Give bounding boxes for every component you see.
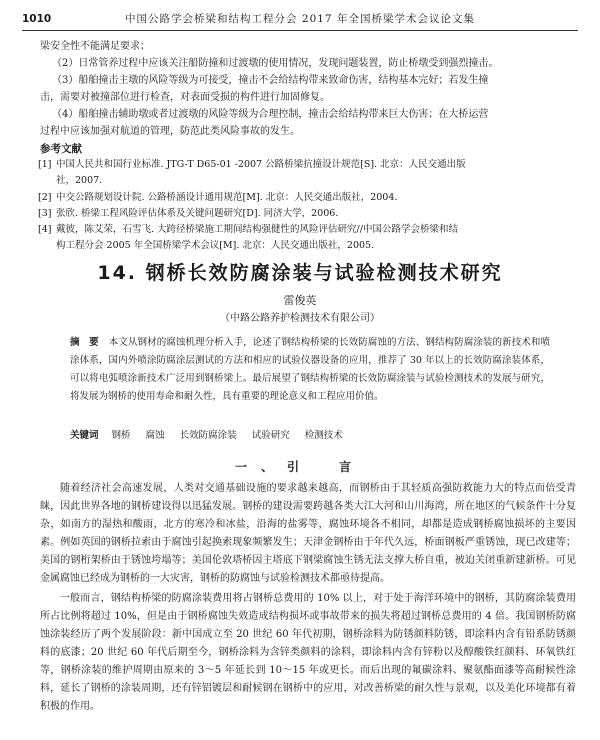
abstract [70, 334, 550, 406]
reference-item [38, 157, 576, 189]
reference-text: 中交公路规划设计院. 公路桥涵设计通用规范[M]. 北京：人民交通出版社，2004. [56, 192, 398, 203]
prev-article-fragment: 梁安全性不能满足要求； [40, 41, 150, 52]
prev-article-item-3-cont: 击，需要对被撞部位进行检查，对表面受损的构件进行加固修复。 [40, 92, 330, 103]
keyword: 腐蚀 [145, 430, 165, 441]
reference-text-cont: 构工程分会 2005 年全国桥梁学术会议[M]. 北京：人民交通出版社，2005. [56, 240, 375, 251]
article-author: 雷俊英 [283, 294, 317, 307]
reference-item [38, 190, 576, 206]
keywords-label: 关键词 [70, 430, 99, 441]
keyword: 试验研究 [251, 430, 290, 441]
reference-item [38, 206, 576, 222]
prev-article-item-4: （4）船舶撞击辅助墩或者过渡墩的风险等级为合理控制，撞击会给结构带来巨大伤害；在大桥运营 [52, 109, 489, 120]
reference-number: [4] [38, 224, 52, 235]
reference-text: 张欣. 桥梁工程风险评估体系及关键问题研究[D]. 同济大学，2006. [56, 208, 339, 219]
reference-text: 戴彼，陈艾荣，石雪飞. 大跨径桥梁施工期间结构强健性的风险评估研究//中国公路学会桥梁和结 [56, 224, 458, 235]
prev-article-item-2: （2）日常管养过程中应该关注船防撞和过渡墩的使用情况，发现问题装置，防止桥墩受到强烈撞击。 [52, 58, 499, 69]
references-heading: 参考文献 [40, 143, 82, 155]
keyword: 长效防腐涂装 [179, 430, 237, 441]
page-number: 1010 [22, 13, 52, 25]
keyword: 检测技术 [304, 430, 343, 441]
abstract-text: 本文从钢材的腐蚀机理分析入手，论述了钢结构桥梁的长效防腐蚀的方法、钢结构防腐涂装的新技术和喷涂体系，国内外喷涂防腐涂层测试的方法和相应的试验仪器设备的应用，推荐了 30 年以上的长效防腐涂装体系，可以将电弧喷涂新技术广泛用到钢桥梁上。最后展望了钢结构桥梁的长效防腐涂装与试验检测技术的发展与研究，将发展为钢桥的使用寿命和耐久性，具有重要的理论意义和工程应用价值。 [70, 337, 550, 402]
section-heading: 一、引 言 [234, 460, 365, 474]
body-paragraph-1: 随着经济社会高速发展，人类对交通基础设施的要求越来越高，而钢桥由于其轻质高强防救能力大的特点而倍受青睐，因此世界各地的钢桥建设得以迅猛发展。钢桥的建设需要跨越各类大江大河和山川海湾，所在地区的气候条件十分复杂，如南方的湿热和酸雨，北方的寒冷和冰盐，沿海的盐雾等，腐蚀环境各不相同，却都是造成钢桥腐蚀损坏的主要因素。例如英国的钢桥拉索由于腐蚀引起换索现象频繁发生；天津金钢桥由于年代久远，桥面钢板严重锈蚀，现已改建等；美国的钢桁架桥由于锈蚀垮塌等；美国伦敦塔桥因主塔底下钢梁腐蚀生锈无法支撑大桥自重，被迫关闭重新建新桥。可见金属腐蚀已经成为钢桥的一大灾害，钢桥的防腐蚀与试验检测技术都亟待提高。 [40, 483, 576, 584]
reference-number: [2] [38, 192, 52, 203]
reference-text-cont: 社，2007. [56, 175, 103, 186]
article-title: 14. 钢桥长效防腐涂装与试验检测技术研究 [97, 262, 503, 284]
running-title: 中国公路学会桥梁和结构工程分会 2017 年全国桥梁学术会议论文集 [125, 13, 475, 25]
prev-article-item-3: （3）船舶撞击主墩的风险等级为可接受，撞击不会给结构带来致命伤害，结构基本完好；若发生撞 [52, 75, 489, 86]
keywords [70, 428, 550, 444]
body-paragraph-2: 一般而言，钢结构桥梁的防腐涂装费用将占钢桥总费用的 10% 以上，对于处于海洋环境中的钢桥，其防腐涂装费用所占比例将超过 10%，但是由于钢桥腐蚀失效造成结构损坏或事故带来的损失将超过钢桥总费用的 4 倍。我国钢桥防腐蚀涂装经历了两个发展阶段：新中国成立至 20 世纪 60 年代初期，钢桥涂料为防锈颜料防锈，即涂料内含有铅系防锈颜料的底漆；20 世纪 60 年代后期至今，钢桥涂料为含锌类颜料的涂料，即涂料内含有锌粉以及醇酸铁红颜料、环氧铁红等，钢桥涂装的维护周期由原来的 3～5 年延长到 10～15 年或更长。而后出现的氟碳涂料、聚氨酯面漆等高耐候性涂料，延长了钢桥的涂装周期，还有锌铝镀层和耐候钢在钢桥中的应用，对改善桥梁的耐久性与景观，以及美化环境都有着积极的作用。 [40, 593, 576, 712]
abstract-label: 摘 要 [70, 337, 99, 348]
reference-number: [1] [38, 159, 52, 170]
reference-number: [3] [38, 208, 52, 219]
keyword: 钢桥 [111, 430, 131, 441]
prev-article-item-4-cont: 过程中应该加强对航道的管理，防范此类风险事故的发生。 [40, 126, 300, 137]
reference-text: 中国人民共和国行业标准. JTG-T D65-01 -2007 公路桥梁抗撞设计规范[S]. 北京：人民交通出版 [56, 159, 466, 170]
running-header [22, 10, 578, 31]
article-affiliation: （中路公路养护检测技术有限公司） [220, 313, 380, 324]
reference-item [38, 222, 576, 254]
